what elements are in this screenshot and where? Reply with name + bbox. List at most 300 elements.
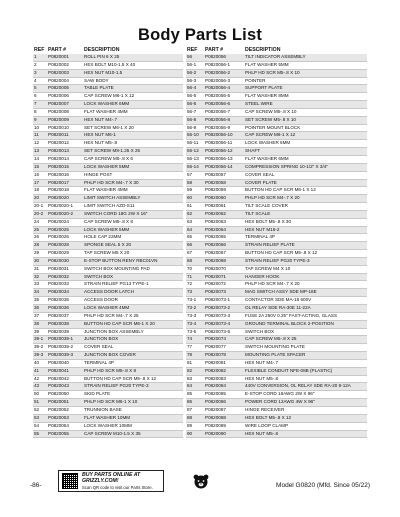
table-row [33, 422, 183, 430]
table-row [186, 234, 367, 242]
part-number: P0820039 [47, 328, 83, 336]
part-number: P0820085 [204, 391, 244, 399]
part-description: MOUNTING PLATE SPACER [244, 352, 367, 360]
part-number: P0820065 [204, 234, 244, 242]
table-row [186, 297, 367, 305]
part-description: ACCESS DOOR LATCH [83, 289, 183, 297]
table-row [186, 124, 367, 132]
ref-number: 73-4 [186, 320, 204, 328]
part-description: TAP SCREW M5 X 20 [83, 250, 183, 258]
table-row [186, 289, 367, 297]
ref-number: 54 [33, 422, 47, 430]
part-description: 440V CONVERSION, OL RELAY SDE RA-20 8-12A [244, 383, 367, 391]
part-number: P0820086 [204, 399, 244, 407]
table-row [186, 312, 367, 320]
part-number: P0820063 [204, 218, 244, 226]
part-number: P0820056-12 [204, 148, 244, 156]
part-number: P0820058 [204, 179, 244, 187]
header-description: DESCRIPTION [84, 47, 120, 53]
ref-number: 66 [186, 242, 204, 250]
ref-number: 13 [33, 148, 47, 156]
table-row [186, 203, 367, 211]
ref-number: 39-3 [33, 352, 47, 360]
ref-number: 6 [33, 93, 47, 101]
table-row [33, 85, 183, 93]
part-number: P0820074 [204, 336, 244, 344]
ref-number: 73 [186, 289, 204, 297]
ref-number: 37 [33, 312, 47, 320]
ref-number: 73-2 [186, 305, 204, 313]
table-row [33, 61, 183, 69]
table-row [186, 179, 367, 187]
part-description: HEX NUT M4-.7 [244, 359, 367, 367]
part-description: COVER SEAL [83, 344, 183, 352]
part-description: HINGE RECEIVER [244, 406, 367, 414]
part-description: CAP SCREW M5-.8 X 6 [83, 155, 183, 163]
table-row [186, 273, 367, 281]
table-row [33, 250, 183, 258]
part-number: P0820056-5 [204, 93, 244, 101]
part-description: FLEXIBLE CONDUIT NFE-08B (PLASTIC) [244, 367, 367, 375]
part-number: P0820020-1 [47, 203, 83, 211]
part-number: P0820017 [47, 179, 83, 187]
part-number: P0820056-10 [204, 132, 244, 140]
parts-store-box[interactable] [58, 470, 164, 492]
table-row [186, 116, 367, 124]
part-number: P0820056-4 [204, 85, 244, 93]
table-row [33, 359, 183, 367]
table-row [33, 281, 183, 289]
part-description: HEX BOLT M5-.8 X 12 [244, 414, 367, 422]
part-number: P0820039-2 [47, 344, 83, 352]
table-row [33, 289, 183, 297]
part-description: FLAT WASHER 4MM [83, 187, 183, 195]
table-row [186, 226, 367, 234]
table-row [33, 187, 183, 195]
table-row [33, 195, 183, 203]
parts-table-left [33, 46, 183, 438]
header-ref: REF [187, 47, 198, 53]
part-number: P0820088 [204, 414, 244, 422]
part-description: TAP SCREW M4 X 10 [244, 265, 367, 273]
ref-number: 20-2 [33, 210, 47, 218]
table-row [186, 163, 367, 171]
table-row [186, 195, 367, 203]
ref-number: 30 [33, 257, 47, 265]
part-number: P0820087 [204, 406, 244, 414]
part-description: LOCK WASHER 6MM [244, 140, 367, 148]
table-row [186, 132, 367, 140]
part-description: CAP SCREW M5-.8 X 25 [244, 336, 367, 344]
table-row [33, 257, 183, 265]
table-row [33, 210, 183, 218]
ref-number: 18 [33, 187, 47, 195]
table-row [33, 218, 183, 226]
part-number: P0820056-6 [204, 101, 244, 109]
page-footer [0, 462, 400, 502]
part-description: COVER PLATE [244, 179, 367, 187]
part-description: SWITCH CORD 18G 2W X 16" [83, 210, 183, 218]
part-description: SET SCREW M5-.8 X 10 [244, 116, 367, 124]
table-row [33, 430, 183, 438]
ref-number: 78 [186, 352, 204, 360]
part-description: HINGE POST [83, 171, 183, 179]
part-number: P0820054 [47, 422, 83, 430]
ref-number: 61 [186, 203, 204, 211]
part-description: ROLL PIN 6 X 25 [83, 54, 183, 61]
part-description: SUPPORT PLATE [244, 85, 367, 93]
ref-number: 11 [33, 132, 47, 140]
ref-number: 24 [33, 218, 47, 226]
table-row [33, 312, 183, 320]
part-description: CAP SCREW M5-.8 X 10 [244, 108, 367, 116]
ref-number: 52 [33, 406, 47, 414]
ref-number: 5 [33, 85, 47, 93]
part-number: P0820062 [204, 210, 244, 218]
part-description: E-STOP BUTTON RENY RBC01VN [83, 257, 183, 265]
part-description: TRUNNION BASE [83, 406, 183, 414]
table-row [186, 108, 367, 116]
ref-number: 9 [33, 116, 47, 124]
part-description: PHLP HD SCR M4-.7 X 20 [244, 281, 367, 289]
ref-number: 56-1 [186, 61, 204, 69]
part-number: P0820056-9 [204, 124, 244, 132]
ref-number: 56-12 [186, 148, 204, 156]
table-row [186, 187, 367, 195]
part-number: P0820020-2 [47, 210, 83, 218]
ref-number: 62 [186, 210, 204, 218]
ref-number: 34 [33, 289, 47, 297]
ref-number: 25 [33, 226, 47, 234]
table-row [33, 336, 183, 344]
table-row [33, 367, 183, 375]
part-description: FUSE 2A 250V 0.25" FAST-ACTING, GLASS [244, 312, 367, 320]
part-number: P0820052 [47, 406, 83, 414]
table-row [33, 132, 183, 140]
table-row [186, 305, 367, 313]
parts-tables [33, 46, 367, 454]
part-description: STRAIN RELIEF PG20 TYPE-3 [244, 257, 367, 265]
part-description: FLAT WASHER 10MM [83, 414, 183, 422]
table-row [186, 69, 367, 77]
part-number: P0820016 [47, 171, 83, 179]
ref-number: 17 [33, 179, 47, 187]
part-description: TILT SCALE [244, 210, 367, 218]
part-number: P0820011 [47, 132, 83, 140]
ref-number: 55 [33, 430, 47, 438]
part-description: POWER CORD 12AWG 4W X 96" [244, 399, 367, 407]
part-description: TILT SCALE COVER [244, 203, 367, 211]
part-number: P0820039-1 [47, 336, 83, 344]
ref-number: 73-3 [186, 312, 204, 320]
part-description: PHLP HD SCR M6-1 X 10 [83, 399, 183, 407]
part-number: P0820064 [204, 226, 244, 234]
ref-number: 72 [186, 281, 204, 289]
ref-number: 42 [33, 375, 47, 383]
ref-number: 90 [186, 430, 204, 438]
part-description: OL RELAY SDE RA-30E 11-22A [244, 305, 367, 313]
ref-number: 35 [33, 297, 47, 305]
part-number: P0820056-2 [204, 69, 244, 77]
part-description: WIRE LOOP CLAMP [244, 422, 367, 430]
ref-number: 26 [33, 234, 47, 242]
ref-number: 63 [186, 218, 204, 226]
part-description: HOLE CAP 22MM [83, 234, 183, 242]
table-row [33, 155, 183, 163]
part-description: HEX NUT M4-.7 [83, 116, 183, 124]
part-description: COVER SEAL [244, 171, 367, 179]
ref-number: 56-2 [186, 69, 204, 77]
table-row [33, 140, 183, 148]
part-description: HEX NUT M5-.8 [244, 375, 367, 383]
ref-number: 20-1 [33, 203, 47, 211]
part-number: P0820078 [204, 352, 244, 360]
ref-number: 31 [33, 265, 47, 273]
part-description: STRAIN RELIEF PG13 TYPE-1 [83, 281, 183, 289]
table-row [33, 93, 183, 101]
part-description: LOCK WASHER 5MM [83, 163, 183, 171]
part-number: P0820025 [47, 226, 83, 234]
part-description: LIMIT SWITCH AZD-S11 [83, 203, 183, 211]
part-description: ACCESS DOOR [83, 297, 183, 305]
part-number: P0820033 [47, 281, 83, 289]
table-row [33, 242, 183, 250]
part-number: P0820068 [204, 257, 244, 265]
ref-number: 70 [186, 265, 204, 273]
ref-number: 56-13 [186, 155, 204, 163]
part-number: P0820056-11 [204, 140, 244, 148]
ref-number: 56-9 [186, 124, 204, 132]
grizzly-bear-logo [192, 474, 210, 489]
ref-number: 4 [33, 77, 47, 85]
table-row [33, 77, 183, 85]
ref-number: 43 [33, 383, 47, 391]
table-row [33, 375, 183, 383]
part-description: CAP SCREW M10-1.5 X 35 [83, 430, 183, 438]
table-row [186, 430, 367, 438]
part-description: STRAIN RELIEF PLATE [244, 242, 367, 250]
ref-number: 56-7 [186, 108, 204, 116]
ref-number: 84 [186, 383, 204, 391]
page-title: Body Parts List [137, 26, 263, 44]
table-row [33, 163, 183, 171]
part-description: STEEL WIRE [244, 101, 367, 109]
table-header-row [186, 46, 367, 54]
part-number: P0820036 [47, 305, 83, 313]
part-description: SWITCH BOX [83, 273, 183, 281]
part-description: HEX NUT M5-.8 [244, 430, 367, 438]
part-number: P0820009 [47, 116, 83, 124]
part-description: SAW BODY [83, 77, 183, 85]
ref-number: 87 [186, 406, 204, 414]
part-number: P0820005 [47, 85, 83, 93]
part-description: HEX BOLT M10-1.5 X 40 [83, 61, 183, 69]
table-row [186, 171, 367, 179]
ref-number: 56-4 [186, 85, 204, 93]
part-number: P0820053 [47, 414, 83, 422]
ref-number: 10 [33, 124, 47, 132]
ref-number: 1 [33, 54, 47, 61]
part-number: P0820034 [47, 289, 83, 297]
table-row [186, 352, 367, 360]
part-description: TILT INDICATOR ASSEMBLY [244, 54, 367, 61]
ref-number: 60 [186, 195, 204, 203]
part-description: CAP SCREW M5-.8 X 8 [83, 218, 183, 226]
part-description: CAP SCREW M6-1 X 12 [244, 132, 367, 140]
table-row [33, 54, 183, 61]
part-number: P0820073-3 [204, 312, 244, 320]
part-description: HANGER HOOK [244, 273, 367, 281]
part-description: FLAT WASHER 6MM [244, 155, 367, 163]
part-number: P0820012 [47, 140, 83, 148]
part-description: SKID PLATE [83, 391, 183, 399]
part-number: P0820029 [47, 250, 83, 258]
ref-number: 56-5 [186, 93, 204, 101]
part-number: P0820038 [47, 320, 83, 328]
ref-number: 74 [186, 336, 204, 344]
ref-number: 2 [33, 61, 47, 69]
buy-parts-headline: BUY PARTS ONLINE AT GRIZZLY.COM! [82, 471, 141, 485]
part-number: P0820056-1 [204, 61, 244, 69]
ref-number: 50 [33, 391, 47, 399]
part-description: LOCK WASHER 6MM [83, 101, 183, 109]
table-row [33, 399, 183, 407]
ref-number: 36 [33, 305, 47, 313]
ref-number: 88 [186, 414, 204, 422]
part-description: BUTTON HD CAP SCR M5-.8 X 12 [83, 375, 183, 383]
table-row [33, 297, 183, 305]
ref-number: 56-3 [186, 77, 204, 85]
part-number: P0820042 [47, 375, 83, 383]
part-number: P0820056-8 [204, 116, 244, 124]
part-description: HEX BOLT M5-.8 X 30 [244, 218, 367, 226]
part-description: PHLP HD SCR M4-.7 X 30 [83, 179, 183, 187]
part-description: PHLP HD SCR M5-.8 X 8 [83, 367, 183, 375]
ref-number: 86 [186, 399, 204, 407]
part-description: SET SCREW M8-1.25 X 25 [83, 148, 183, 156]
table-row [186, 367, 367, 375]
part-number: P0820056-7 [204, 108, 244, 116]
part-number: P0820090 [204, 430, 244, 438]
part-number: P0820067 [204, 250, 244, 258]
table-row [186, 85, 367, 93]
part-number: P0820043 [47, 383, 83, 391]
table-row [33, 226, 183, 234]
table-header-row [33, 46, 183, 54]
ref-number: 12 [33, 140, 47, 148]
table-row [186, 336, 367, 344]
part-number: P0820004 [47, 77, 83, 85]
part-number: P0820077 [204, 344, 244, 352]
part-description: HEX NUT M5-.8 [83, 140, 183, 148]
table-row [186, 155, 367, 163]
table-row [186, 257, 367, 265]
part-description: SPONGE SEAL 5 X 20 [83, 242, 183, 250]
part-number: P0820030 [47, 257, 83, 265]
part-description: POINTER MOUNT BLOCK [244, 124, 367, 132]
table-row [186, 422, 367, 430]
table-row [33, 352, 183, 360]
header-part: PART # [205, 47, 224, 53]
part-number: P0820018 [47, 187, 83, 195]
part-description: SWITCH MOUNTING PLATE [244, 344, 367, 352]
table-row [33, 406, 183, 414]
part-description: E-STOP CORD 18AWG 2W X 96" [244, 391, 367, 399]
part-number: P0820082 [204, 367, 244, 375]
part-description: JUNCTION BOX [83, 336, 183, 344]
part-number: P0820003 [47, 69, 83, 77]
part-description: MAG SWITCH ASSY SDE MP-18E [244, 289, 367, 297]
table-row [186, 391, 367, 399]
ref-number: 56 [186, 54, 204, 61]
part-number: P0820056-3 [204, 77, 244, 85]
part-description: JUNCTION BOX COVER [83, 352, 183, 360]
table-row [186, 140, 367, 148]
part-description: STRAIN RELIEF PG20 TYPE-3 [83, 383, 183, 391]
ref-number: 41 [33, 367, 47, 375]
part-number: P0820066 [204, 242, 244, 250]
ref-number: 40 [33, 359, 47, 367]
ref-number: 67 [186, 250, 204, 258]
part-number: P0820032 [47, 273, 83, 281]
part-number: P0820051 [47, 399, 83, 407]
table-row [186, 399, 367, 407]
table-row [186, 61, 367, 69]
part-number: P0820057 [204, 171, 244, 179]
ref-number: 7 [33, 101, 47, 109]
ref-number: 38 [33, 320, 47, 328]
table-row [186, 281, 367, 289]
part-description: PHLP HD SCR M5-.8 X 10 [244, 69, 367, 77]
table-row [186, 54, 367, 61]
ref-number: 77 [186, 344, 204, 352]
part-number: P0820083 [204, 375, 244, 383]
table-row [186, 93, 367, 101]
qr-code-icon[interactable] [62, 473, 78, 489]
part-description: GROUND TERMINAL BLOCK 2-POSITION [244, 320, 367, 328]
ref-number: 3 [33, 69, 47, 77]
ref-number: 51 [33, 399, 47, 407]
ref-number: 73-1 [186, 297, 204, 305]
part-description: FLAT WASHER 4MM [83, 108, 183, 116]
part-description: COMPRESSION SPRING 10-1/2" X 3/4" [244, 163, 367, 171]
part-description: CAP SCREW M6-1 X 12 [83, 93, 183, 101]
header-ref: REF [34, 47, 45, 53]
ref-number: 39-1 [33, 336, 47, 344]
table-row [33, 273, 183, 281]
part-number: P0820028 [47, 242, 83, 250]
table-row [186, 148, 367, 156]
table-row [33, 320, 183, 328]
part-description: LIMIT SWITCH ASSEMBLY [83, 195, 183, 203]
table-row [186, 383, 367, 391]
part-number: P0820037 [47, 312, 83, 320]
part-description: SWITCH BOX [244, 328, 367, 336]
part-description: HEX NUT M6-1 [83, 132, 183, 140]
ref-number: 56-6 [186, 101, 204, 109]
part-description: JUNCTION BOX ASSEMBLY [83, 328, 183, 336]
part-description: BUTTON HD CAP SCR M6-1 X 20 [83, 320, 183, 328]
part-number: P0820073-1 [204, 297, 244, 305]
table-row [33, 116, 183, 124]
ref-number: 8 [33, 108, 47, 116]
part-description: CONTACTOR SDE MA-18 600V [244, 297, 367, 305]
ref-number: 82 [186, 367, 204, 375]
ref-number: 65 [186, 234, 204, 242]
part-number: P0820055 [47, 430, 83, 438]
part-number: P0820008 [47, 108, 83, 116]
part-description: TABLE PLATE [83, 85, 183, 93]
